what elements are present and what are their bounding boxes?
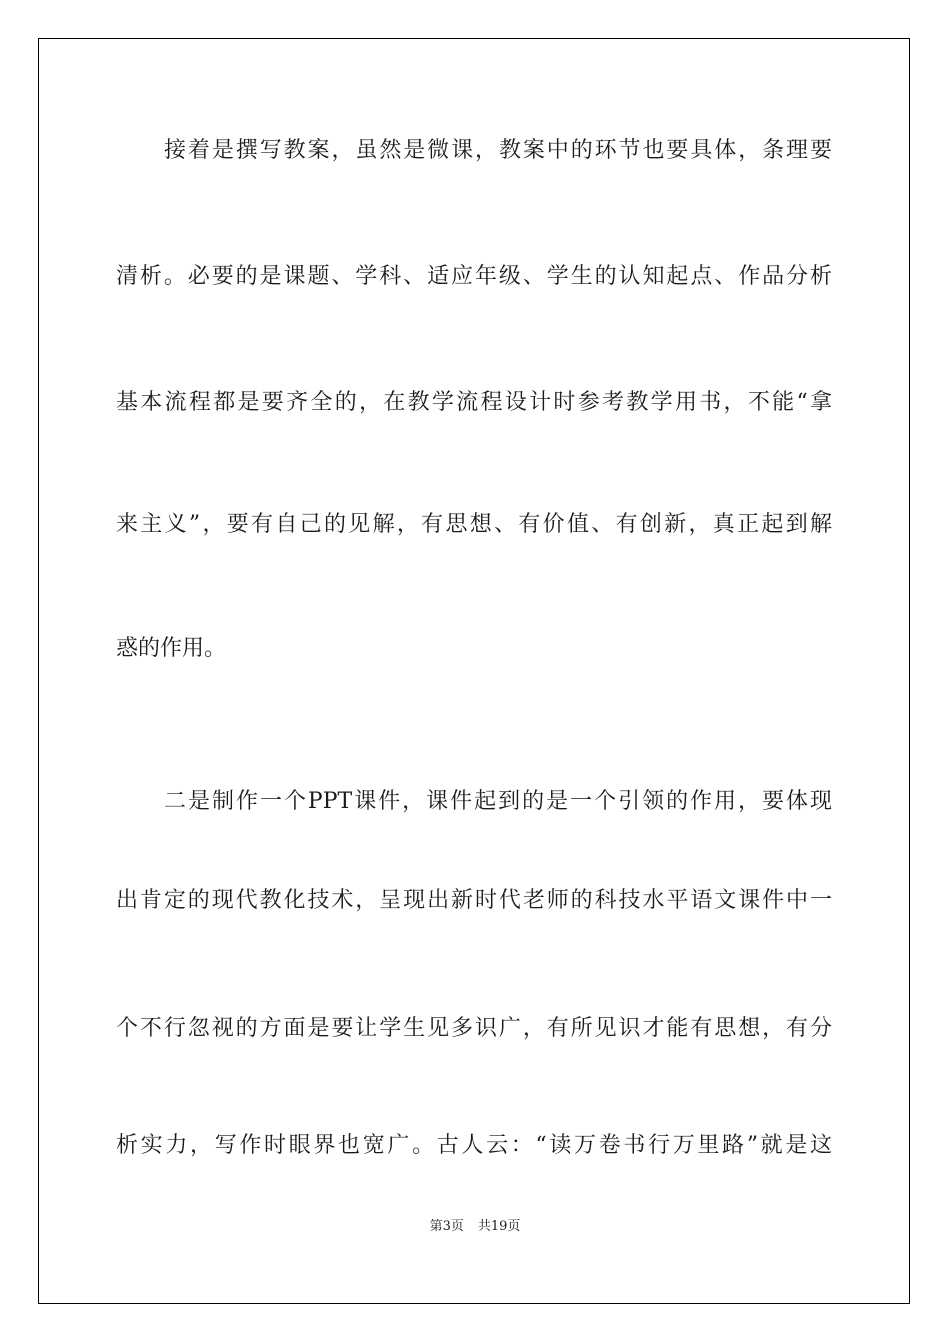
page-number: 第3页 [429, 1219, 464, 1234]
paragraph-2-line-2: 出肯定的现代教化技术，呈现出新时代老师的科技水平语文课件中一 [116, 888, 832, 913]
paragraph-1-line-5: 惑的作用。 [116, 636, 227, 661]
paragraph-1-line-3: 基本流程都是要齐全的，在教学流程设计时参考教学用书，不能“拿 [116, 390, 832, 415]
paragraph-1-line-4: 来主义”，要有自己的见解，有思想、有价值、有创新，真正起到解 [116, 512, 832, 537]
paragraph-2-line-3: 个不行忽视的方面是要让学生见多识广，有所见识才能有思想，有分 [116, 1016, 832, 1041]
page-border [38, 38, 910, 1304]
paragraph-1-line-1: 接着是撰写教案，虽然是微课，教案中的环节也要具体，条理要 [164, 138, 832, 163]
page-footer [0, 1218, 950, 1236]
paragraph-2-line-4: 析实力，写作时眼界也宽广。古人云：“读万卷书行万里路”就是这 [116, 1133, 832, 1158]
paragraph-2-line-1: 二是制作一个PPT课件，课件起到的是一个引领的作用，要体现 [164, 789, 832, 814]
page-total: 共19页 [477, 1219, 521, 1234]
paragraph-1-line-2: 清析。必要的是课题、学科、适应年级、学生的认知起点、作品分析 [116, 264, 832, 289]
